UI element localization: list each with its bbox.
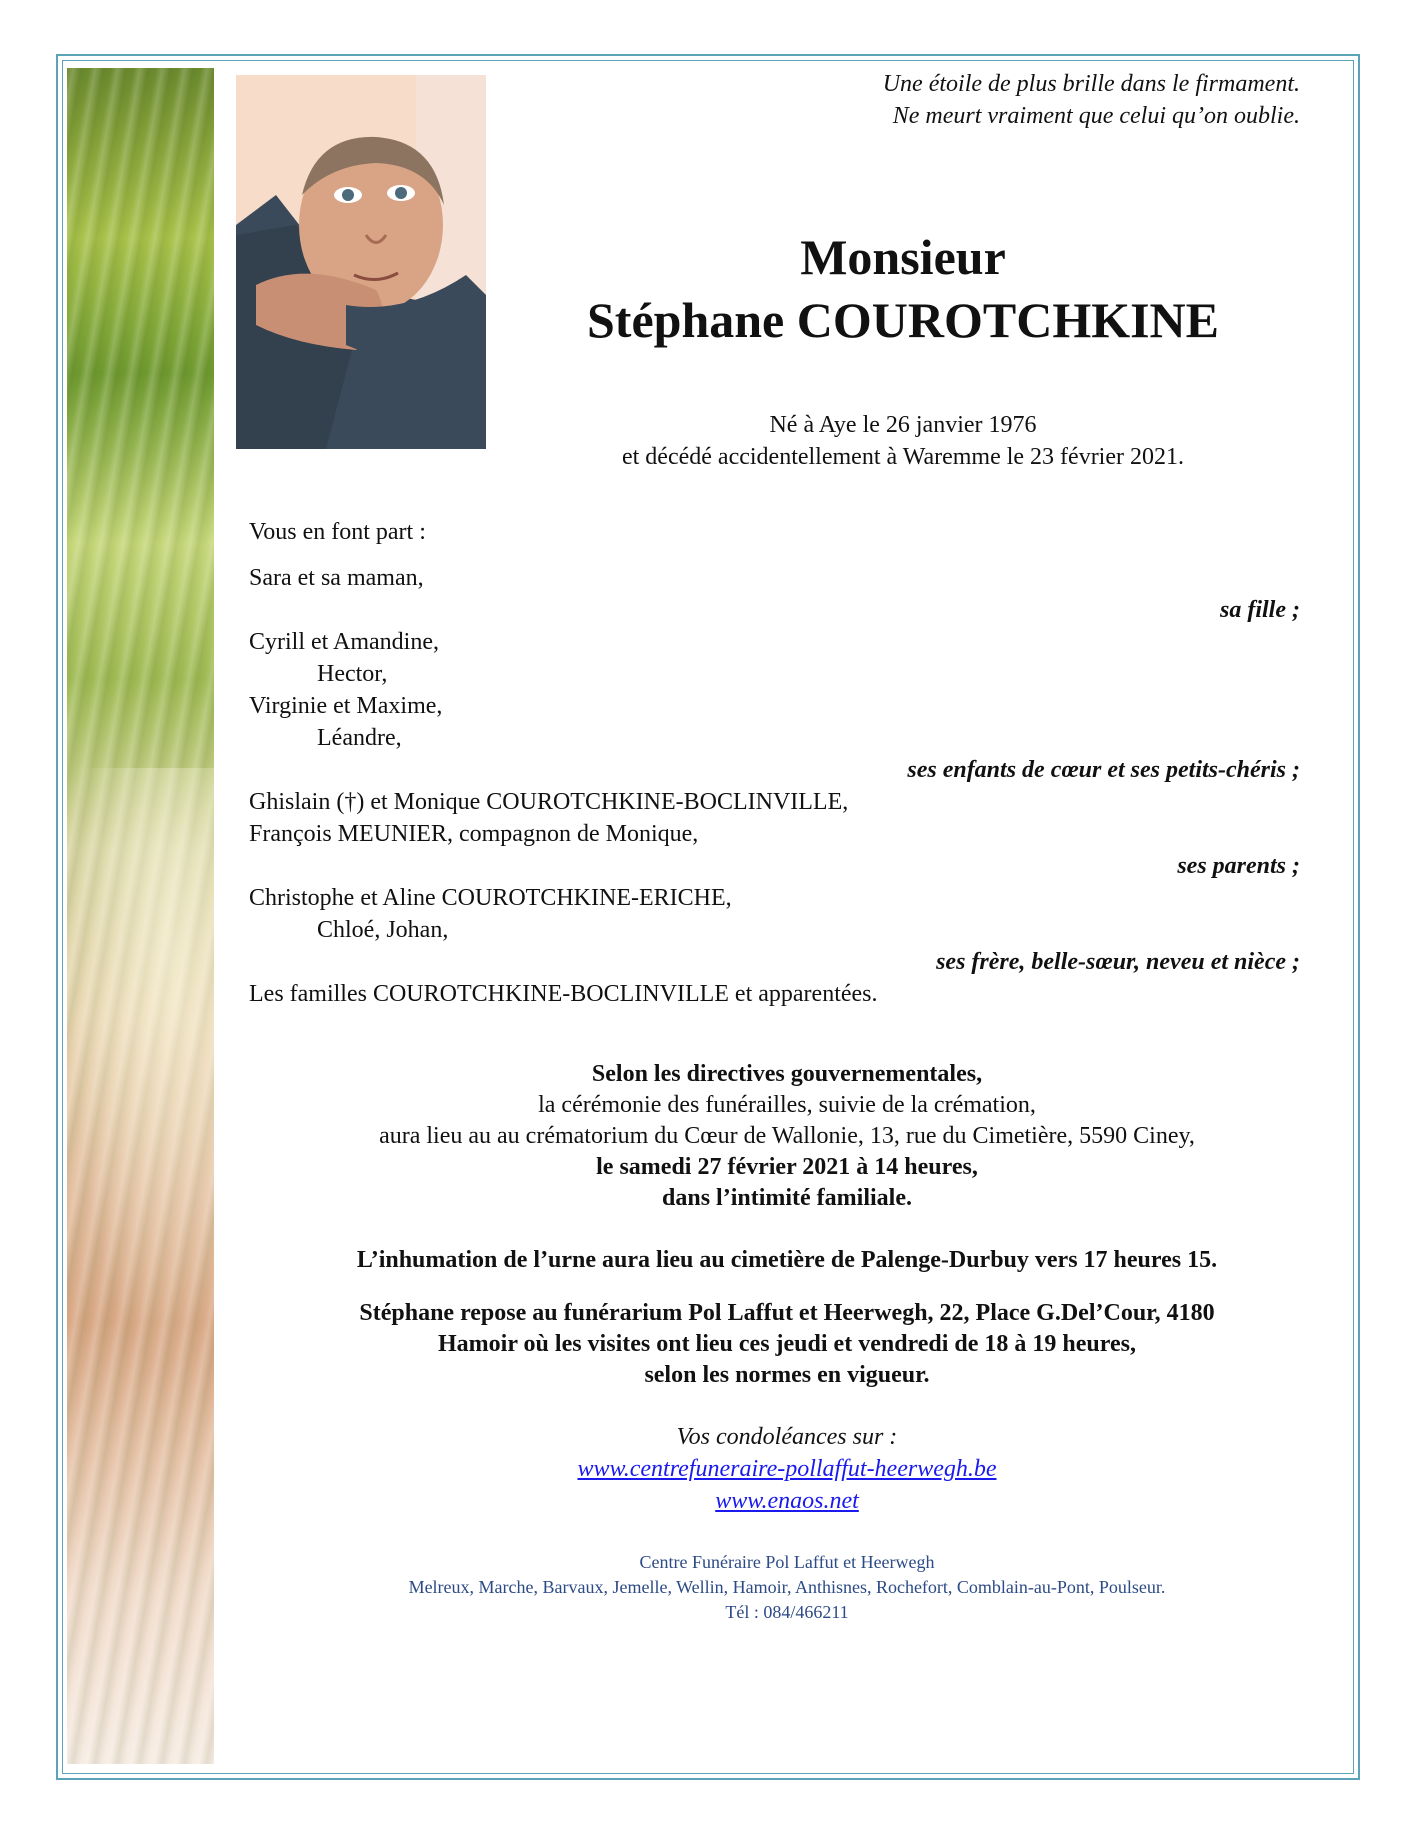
family-line: Sara et sa maman, (249, 565, 424, 591)
condolences-link-1-wrap (214, 1454, 1360, 1485)
condolences-link-enaos[interactable]: www.enaos.net (715, 1488, 859, 1514)
life-dates (486, 409, 1320, 473)
portrait-photo (236, 75, 486, 449)
family-line: François MEUNIER, compagnon de Monique, (249, 821, 699, 847)
footer-locations: Melreux, Marche, Barvaux, Jemelle, Wellin, Hamoir, Anthisnes, Rochefort, Comblain-au-Pont, Poulseur. (408, 1577, 1166, 1597)
ceremony-heading: Selon les directives gouvernementales, (591, 1061, 983, 1087)
epitaph-quote (883, 68, 1300, 132)
deceased-name: Stéphane COUROTCHKINE (586, 292, 1220, 348)
decorative-forest-strip (67, 68, 214, 1764)
ceremony-privacy: dans l’intimité familiale. (662, 1185, 912, 1211)
ceremony-location: aura lieu au au crématorium du Cœur de Wallonie, 13, rue du Cimetière, 5590 Ciney, (379, 1123, 1195, 1149)
quote-line-1: Une étoile de plus brille dans le firmament. (882, 71, 1300, 97)
burial-notice: L’inhumation de l’urne aura lieu au cimetière de Palenge-Durbuy vers 17 heures 15. (356, 1247, 1218, 1273)
family-line: Hector, (317, 661, 388, 687)
death-line: et décédé accidentellement à Waremme le 23 février 2021. (621, 444, 1184, 470)
footer-phone: Tél : 084/466211 (725, 1602, 849, 1622)
relationship-label: ses parents ; (1177, 853, 1300, 879)
repose-line: selon les normes en vigueur. (644, 1362, 930, 1388)
relationship-label: ses enfants de cœur et ses petits-chéris ; (907, 757, 1300, 783)
family-line: Ghislain (†) et Monique COUROTCHKINE-BOCLINVILLE, (249, 789, 849, 815)
family-line: Virginie et Maxime, (249, 693, 443, 719)
condolences-label: Vos condoléances sur : (676, 1424, 898, 1450)
repose-line: Hamoir où les visites ont lieu ces jeudi et vendredi de 18 à 19 heures, (438, 1331, 1136, 1357)
birth-line: Né à Aye le 26 janvier 1976 (769, 412, 1037, 438)
family-line: Chloé, Johan, (317, 917, 449, 943)
family-intro: Vous en font part : (249, 519, 426, 545)
family-line: Christophe et Aline COUROTCHKINE-ERICHE, (249, 885, 732, 911)
condolences-link-2-wrap (214, 1486, 1360, 1517)
family-line: Cyrill et Amandine, (249, 629, 439, 655)
footer-funeral-home: Centre Funéraire Pol Laffut et Heerwegh (639, 1552, 935, 1572)
ceremony-line: la cérémonie des funérailles, suivie de la crémation, (538, 1092, 1036, 1118)
relationship-label: ses frère, belle-sœur, neveu et nièce ; (936, 949, 1300, 975)
quote-line-2: Ne meurt vraiment que celui qu’on oublie. (892, 103, 1300, 129)
family-line: Les familles COUROTCHKINE-BOCLINVILLE et apparentées. (249, 981, 878, 1007)
ceremony-datetime: le samedi 27 février 2021 à 14 heures, (596, 1154, 978, 1180)
repose-line: Stéphane repose au funérarium Pol Laffut et Heerwegh, 22, Place G.Del’Cour, 4180 (359, 1300, 1215, 1326)
family-line: Léandre, (317, 725, 402, 751)
honorific: Monsieur (800, 229, 1006, 285)
relationship-label: sa fille ; (1220, 597, 1300, 623)
condolences-link-funeral-center[interactable]: www.centrefuneraire-pollaffut-heerwegh.be (577, 1456, 997, 1482)
